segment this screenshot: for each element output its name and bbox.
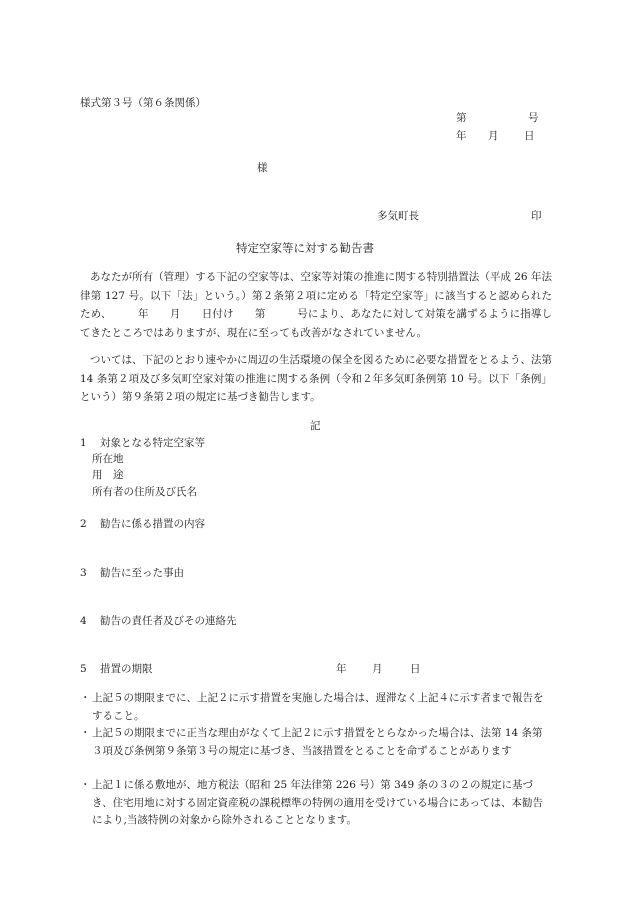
note-item-1 <box>80 690 552 725</box>
item-5-label: 措置の期限 <box>100 663 153 675</box>
deadline-year: 年 <box>336 663 347 675</box>
item-2-number: 2 <box>80 518 87 530</box>
item-1-location: 所在地 <box>92 453 124 465</box>
deadline-day: 日 <box>410 663 421 675</box>
form-label: 様式第３号（第６条関係） <box>80 97 206 109</box>
issue-date-month: 月 <box>488 130 499 142</box>
deadline-month: 月 <box>372 663 383 675</box>
bullet-marker: ・ <box>80 692 91 704</box>
item-2-label: 勧告に係る措置の内容 <box>100 518 205 530</box>
item-1-label: 対象となる特定空家等 <box>100 437 205 449</box>
note-text-3: 上記１に係る敷地が、地方税法（昭和 25 年法律第 226 号）第 349 条の３の２の規定に基づき、住宅用地に対する固定資産税の課税標準の特例の適用を受けている場合にあっては、本勧告により,当該特例の対象から除外されることとなります。 <box>92 779 543 826</box>
sender-seal: 印 <box>531 210 542 222</box>
item-5-number: 5 <box>80 663 87 675</box>
item-4-label: 勧告の責任者及びその連絡先 <box>100 615 237 627</box>
item-3-label: 勧告に至った事由 <box>100 567 184 579</box>
document-number-prefix: 第 <box>456 112 467 124</box>
bullet-marker: ・ <box>80 727 91 739</box>
recipient-honorific: 様 <box>257 162 268 174</box>
note-item-2 <box>80 725 552 760</box>
item-1-usage: 用 途 <box>92 469 124 481</box>
document-number-suffix: 号 <box>528 112 539 124</box>
issue-date-year: 年 <box>456 130 467 142</box>
note-text-2: 上記５の期限までに正当な理由がなくて上記２に示す措置をとらなかった場合は、法第 14 条第３項及び条例第９条第３号の規定に基づき、当該措置をとることを命ずることがあります <box>92 727 543 757</box>
body-paragraph-2: ついては、下記のとおり速やかに周辺の生活環境の保全を図るために必要な措置をとるよう、法第 14 条第２項及び多気町空家対策の推進に関する条例（令和２年多気町条例第 10 号。以下「条例」という）第９条第２項の規定に基づき勧告します。 <box>80 354 552 403</box>
item-1-owner: 所有者の住所及び氏名 <box>92 486 197 498</box>
issue-date-day: 日 <box>524 130 535 142</box>
item-1-number: 1 <box>80 437 87 449</box>
bullet-marker: ・ <box>80 779 91 791</box>
sender-title: 多気町長 <box>377 210 419 222</box>
item-4-number: 4 <box>80 615 87 627</box>
note-item-3 <box>80 777 552 830</box>
document-title: 特定空家等に対する勧告書 <box>236 241 374 255</box>
item-3-number: 3 <box>80 567 87 579</box>
ki-marker: 記 <box>310 420 321 432</box>
note-text-1: 上記５の期限までに、上記２に示す措置を実施した場合は、遅滞なく上記４に示す者まで報告をすること。 <box>92 692 544 722</box>
body-paragraph-1: あなたが所有（管理）する下記の空家等は、空家等対策の推進に関する特別措置法（平成 26 年法律第 127 号。以下「法」という。）第２条第２項に定める「特定空家等」に該当すると認められたため、 年 月 日付け 第 号により、あなたに対して対策を講ずるように指導してきたところではありますが、現在に至っても改善がなされていません。 <box>80 271 552 339</box>
